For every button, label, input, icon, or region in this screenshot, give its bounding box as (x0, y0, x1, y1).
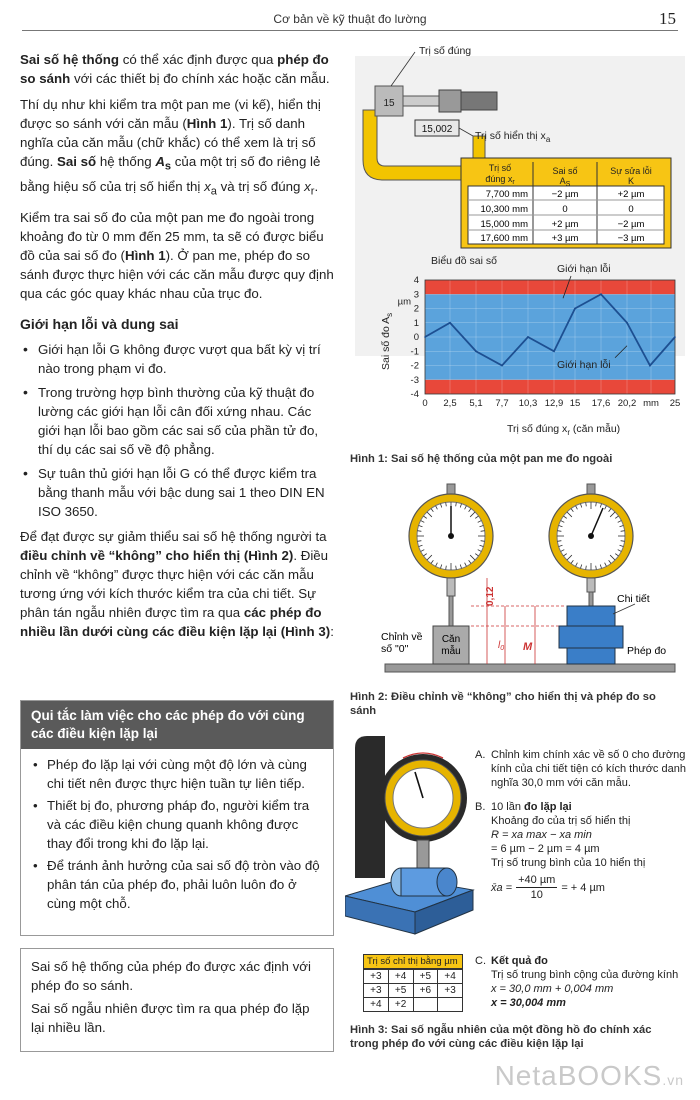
ratchet (461, 92, 497, 110)
y-unit-label: µm (397, 296, 411, 308)
step-b-line: = 6 µm − 2 µm = 4 µm (491, 843, 600, 855)
table-header: Trị số (488, 163, 512, 173)
data-point (600, 293, 602, 295)
leader-line (613, 604, 635, 614)
left-column (20, 50, 335, 648)
x-tick-label: mm (643, 398, 659, 409)
data-point (424, 336, 426, 338)
table-cell: −2 µm (551, 189, 579, 200)
text: có thể xác định được qua (119, 52, 278, 67)
label-true-value: Trị số đúng (419, 45, 472, 57)
data-point (449, 322, 451, 324)
text: ). Ở pan me, phép đo so sánh được thực hiện với các căn mẫu được quy định qua các góc quay khác nhau của trục đo. (20, 248, 334, 302)
table-cell: +3 (364, 984, 389, 997)
step-c-line: Trị số trung bình cộng của đường kính (491, 969, 679, 981)
gauge-block-value: 15 (383, 98, 395, 109)
data-point (475, 350, 477, 352)
work-rules-list (21, 749, 333, 920)
step-letter: C. (475, 955, 486, 967)
watermark-text: NetaBOOKS (494, 1060, 663, 1091)
x-tick-label: 10,3 (518, 398, 538, 409)
summary-line-random: Sai số ngẫu nhiên được tìm ra qua phép đo lặp lại nhiều lần. (31, 1001, 310, 1035)
running-title: Cơ bản về kỹ thuật đo lường (273, 12, 427, 26)
mean-denominator: 10 (530, 889, 543, 901)
step-c-title: Kết quả đo (491, 955, 548, 967)
paragraph-micrometer-test (20, 208, 335, 303)
paragraph-example (20, 95, 335, 201)
text: . Điều chỉnh về “không” được thực hiện với các căn mẫu tương ứng với kích thước kiểm tra của chi tiết. Sự phân tán ngẫu nhiên được tìm ra qua (20, 548, 329, 621)
table-cell: +4 (364, 998, 389, 1011)
spindle (403, 96, 439, 106)
table-cell: +2 (389, 998, 414, 1011)
upper-limit-label: Giới hạn lỗi (557, 263, 611, 275)
x-tick-label: 15 (569, 398, 581, 409)
y-tick-label: 0 (413, 332, 419, 343)
mean-lhs: x̄a = (491, 881, 513, 894)
y-tick-label: -2 (410, 360, 419, 372)
table-cell: +2 µm (617, 189, 645, 200)
step-c-line: x = 30,0 mm + 0,004 mm (491, 983, 614, 995)
table-cell (438, 998, 462, 1011)
term-systematic-error: Sai số hệ thống (20, 52, 119, 67)
table-cell: +3 µm (551, 233, 579, 244)
mean-rhs: = + 4 µm (561, 881, 605, 894)
leader-line (391, 52, 415, 86)
figure-2 (345, 476, 690, 681)
list-item: • Thiết bị đo, phương pháp đo, người kiểm tra và các điều kiện chung quanh không được thay đổi trong khi đo lặp lại. (31, 796, 323, 853)
table-header-2b: $A_S$ (559, 176, 571, 188)
table-cell: +5 (389, 984, 414, 997)
var-sub: r (310, 185, 315, 198)
list-item: • Trong trường hợp bình thường của kỹ thuật đo lường các giới hạn lỗi cân đối xứng nhau. Các giới hạn lỗi bao gồm các sai số của phần tử đo, thí dụ các sai số về độ phẳng. (20, 383, 335, 459)
var-sub: a (210, 185, 217, 198)
data-point (501, 365, 503, 367)
error-limit-list (20, 340, 335, 521)
label-display-value (475, 130, 551, 144)
table-cell: +4 (444, 971, 456, 982)
readings-table (363, 954, 463, 1012)
mean-numerator: +40 µm (518, 874, 556, 886)
watermark (495, 1060, 684, 1092)
figure-2-caption: Hình 2: Điều chỉnh về “không” cho hiển thị và phép đo so sánh (350, 691, 656, 717)
step-b-mean (491, 873, 687, 902)
plunger (417, 840, 429, 870)
list-item: • Sự tuân thủ giới hạn lỗi G có thể được kiểm tra bằng thanh mẫu với bậc dung sai 1 theo DIN EN ISO 3650. (20, 464, 335, 521)
table-row (364, 997, 462, 1011)
data-point (527, 336, 529, 338)
x-tick-label: 12,9 (544, 398, 564, 409)
step-b-line: Trị số trung bình của 10 hiển thị (491, 857, 646, 869)
right-dial-indicator (549, 484, 633, 606)
step-letter: B. (475, 801, 486, 813)
x-axis-label: Trị số đúng $x_r$ (căn mẫu) (507, 423, 621, 437)
table-cell: +3 (444, 985, 456, 996)
term-zero-adjust: điều chỉnh về “không” cho hiển thị (Hình 2) (20, 548, 294, 564)
text: của một trị số đo riêng lẻ bằng hiệu số của trị số hiển thị (20, 154, 321, 194)
y-tick-label: -3 (410, 374, 419, 386)
compare-label: Phép đo (627, 645, 667, 657)
step-a-text: Chỉnh kim chính xác về số 0 cho đường kính của chi tiết tiện có kích thước danh nghĩa 30,0 mm với căn mẫu. (491, 749, 686, 789)
figure-1-caption: Hình 1: Sai số hệ thống của một pan me đo ngoài (350, 453, 613, 465)
data-point (674, 336, 676, 338)
step-letter: A. (475, 749, 486, 761)
table-cell: +2 µm (551, 219, 579, 230)
part-label: Chi tiết (617, 593, 650, 605)
y-tick-label: 4 (413, 275, 419, 286)
gauge-block (433, 626, 469, 664)
figure-ref: Hình 1 (186, 116, 228, 131)
lower-limit-label: Giới hạn lỗi (557, 358, 611, 371)
x-tick-label: 5,1 (469, 398, 483, 409)
figure-ref: Hình 1 (124, 248, 166, 264)
step-b-title (491, 800, 687, 814)
table-cell (414, 998, 439, 1011)
paragraph-zero-adjust (20, 527, 335, 641)
term-error: Sai số (56, 154, 97, 169)
header-rule (22, 30, 678, 31)
readings-table-body (364, 969, 462, 1011)
list-item: • Để tránh ảnh hưởng của sai số độ tròn vào độ phân tán của phép đo, phải luôn luôn đo ở cùng một chỗ. (31, 856, 323, 913)
y-tick-label: -4 (410, 389, 419, 400)
y-tick-label: 3 (413, 289, 419, 301)
work-rules-box (20, 700, 334, 936)
mean-fraction (516, 873, 557, 902)
figure-3-illustration (345, 728, 475, 948)
var: x (204, 178, 211, 194)
step-a (475, 748, 687, 790)
text: . (314, 178, 319, 194)
table-row (364, 969, 462, 983)
text: 10 lần (491, 801, 525, 813)
workpiece-end (437, 868, 457, 896)
y-tick-label: 2 (413, 303, 419, 315)
workpiece-flange (559, 626, 623, 648)
dim-M: M (523, 641, 533, 653)
label-display-text: Trị số hiển thị x (475, 130, 546, 142)
term-comparison-measurement: phép đo so sánh (20, 52, 329, 86)
table-header-3: Sự sửa lỗi (610, 166, 652, 176)
zero-label: Chỉnh về (381, 631, 423, 643)
step-c-result: x = 30,004 mm (491, 997, 566, 1009)
heading-error-limits: Giới hạn lỗi và dung sai (20, 316, 179, 333)
table-cell: 17,600 mm (480, 233, 528, 244)
table-cell: −3 µm (617, 233, 645, 244)
y-axis-label: Sai số đo $A_s$ (380, 312, 394, 370)
surface-plate (385, 664, 675, 672)
paragraph-systematic-error (20, 50, 335, 88)
table-cell: 15,000 mm (480, 219, 528, 230)
summary-line-systematic: Sai số hệ thống của phép đo được xác định với phép đo so sánh. (31, 959, 311, 993)
watermark-suffix: .vn (662, 1072, 684, 1088)
step-c-body (491, 954, 687, 1010)
var: x (304, 178, 311, 194)
work-rules-title: Qui tắc làm việc cho các phép đo với cùng các điều kiện lặp lại (21, 701, 333, 749)
table-header-1: đúng $x_r$ (485, 174, 515, 186)
label-display-sub: a (545, 135, 551, 144)
text: : (330, 624, 334, 640)
table-cell: 0 (628, 204, 634, 215)
data-point (649, 365, 651, 367)
chart-title: Biểu đồ sai số (431, 255, 497, 267)
data-point (626, 322, 628, 324)
table-cell: +6 (414, 984, 439, 997)
chart-plot (398, 262, 681, 409)
text: và trị số đúng (216, 178, 305, 194)
thimble (439, 90, 461, 112)
display-reading: 15,002 (421, 124, 453, 135)
table-cell: −2 µm (617, 219, 645, 230)
dim-l0: $l_0$ (498, 640, 505, 652)
step-b-line: Khoảng đo của trị số hiển thị (491, 815, 631, 827)
x-tick-label: 7,7 (495, 398, 509, 409)
x-tick-label: 17,6 (591, 398, 611, 409)
y-tick-label: 1 (413, 317, 419, 329)
text: Thí dụ như khi kiểm tra một pan me (vi kế), hiển thị được so sánh với căn mẫu ( (20, 97, 321, 131)
text: Để đạt được sự giảm thiểu sai số hệ thống người ta (20, 529, 327, 545)
zero-label: số "0" (381, 643, 409, 655)
x-tick-label: 25 (669, 398, 681, 409)
text: hệ thống (96, 154, 156, 169)
figure-3-steps (475, 748, 687, 908)
table-cell: +4 (389, 970, 414, 983)
text: đo lặp lại (524, 801, 572, 813)
text: với các thiết bị đo chính xác hoặc căn mẫu. (70, 71, 330, 86)
x-tick-label: 2,5 (443, 398, 457, 409)
figure-3-caption: Hình 3: Sai số ngẫu nhiên của một đồng hồ đo chính xác trong phép đo với cùng các điều kiện lặp lại (350, 1024, 652, 1050)
lower-limit-band (425, 380, 675, 394)
step-b-formula: R = xa max − xa min (491, 829, 592, 841)
error-chart (345, 252, 690, 442)
leader-line (459, 128, 473, 136)
summary-box (20, 948, 334, 1052)
readings-table-title: Trị số chỉ thị bằng µm (364, 955, 462, 969)
step-b (475, 800, 687, 902)
left-dial-indicator (409, 484, 493, 626)
table-cell: 7,700 mm (485, 189, 528, 200)
term-repeated-measurement: các phép đo nhiều lần dưới cùng các điều kiện lặp lại (Hình 3) (20, 605, 331, 640)
gauge-block-label: mẫu (441, 646, 461, 657)
table-header-2: Sai số (552, 166, 578, 176)
table-row (364, 983, 462, 997)
list-item: • Phép đo lặp lại với cùng một độ lớn và cùng chi tiết nên được thực hiện tuần tự liên tiếp. (31, 755, 323, 793)
var: A (155, 154, 165, 169)
x-tick-label: 20,2 (617, 398, 637, 409)
text: Kiểm tra sai số đo của một pan me đo ngoài trong khoảng đo từ 0 mm đến 25 mm, ta sẽ có được biểu đồ của sai số đo ( (20, 210, 324, 264)
step-b-body (491, 800, 687, 902)
page-number: 15 (659, 9, 676, 28)
list-item: • Giới hạn lỗi G không được vượt qua bất kỳ vị trí nào trong phạm vi đo. (20, 340, 335, 378)
text: ). Trị số danh nghĩa của căn mẫu (chữ khắc) có thể xem là trị số đúng. (20, 116, 316, 169)
table-header-3b: K (627, 176, 635, 186)
data-point (574, 308, 576, 310)
table-cell: +5 (414, 970, 439, 983)
table-cell: 0 (562, 204, 568, 215)
dim-0-12: 0,12 (485, 586, 496, 606)
table-cell: 10,300 mm (480, 204, 528, 215)
y-tick-label: -1 (410, 346, 419, 358)
figure-1-top (345, 40, 690, 250)
x-tick-label: 0 (422, 398, 428, 409)
table-cell: +3 (364, 970, 389, 983)
step-c (475, 954, 687, 1010)
data-point (553, 350, 555, 352)
upper-limit-band (425, 280, 675, 294)
page-header (0, 0, 700, 34)
gauge-block-label: Căn (441, 634, 461, 645)
var-sub: s (164, 160, 172, 173)
correction-table (461, 158, 671, 248)
